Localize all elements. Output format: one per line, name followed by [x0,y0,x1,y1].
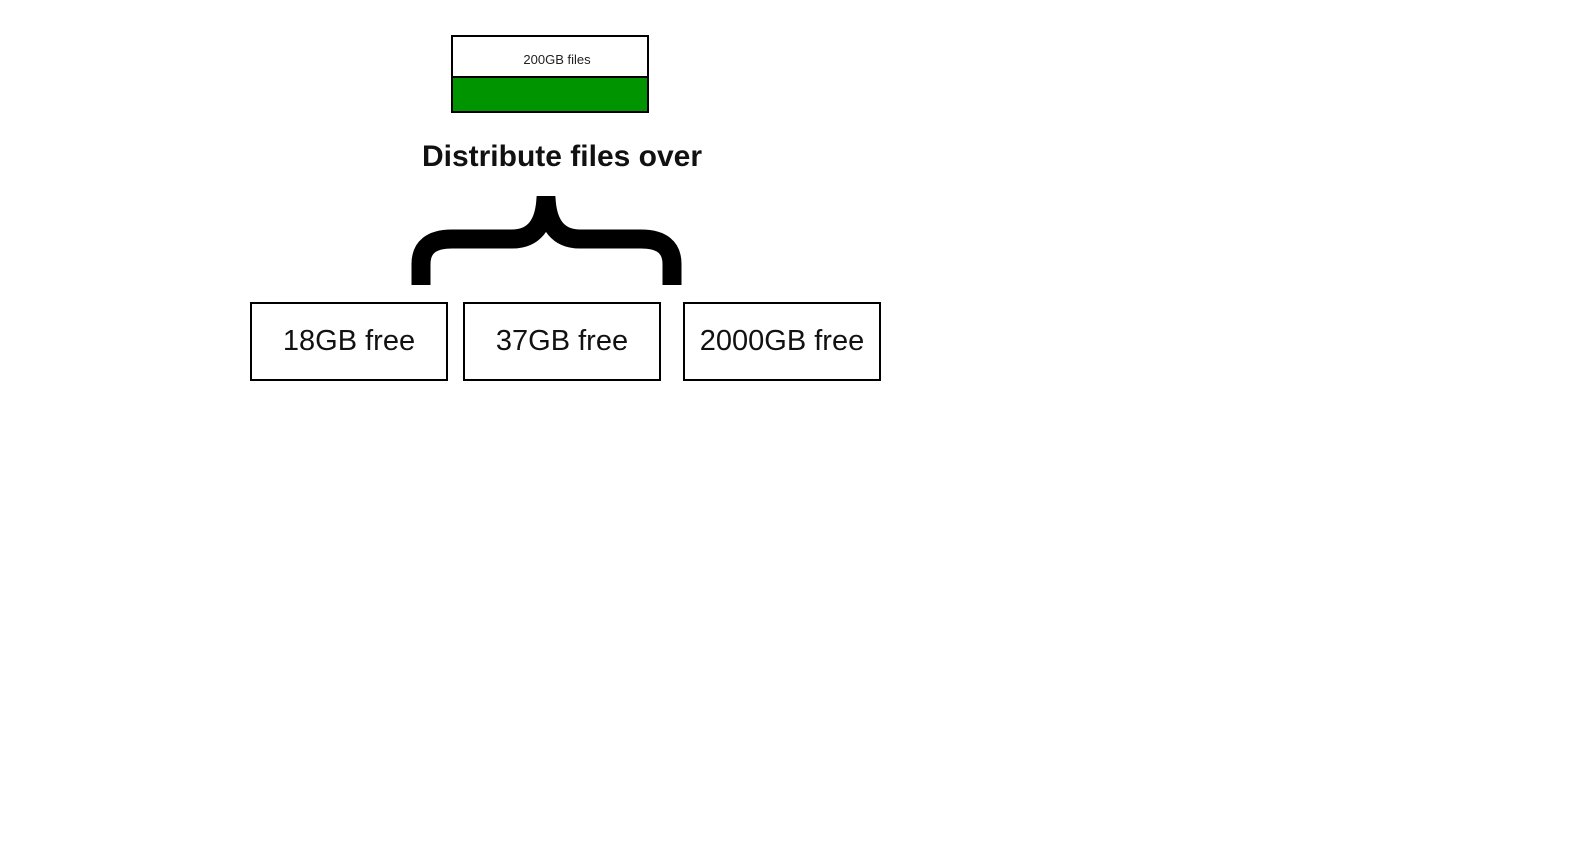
distribute-heading: Distribute files over [421,140,703,173]
source-files-label: 200GB files [523,51,591,67]
source-files-box [451,35,649,113]
curly-brace-icon [410,196,694,290]
drive-box-3: 2000GB free [683,302,881,381]
source-files-fill-bar [453,76,647,111]
drive-box-2: 37GB free [463,302,661,381]
drive-box-1: 18GB free [250,302,448,381]
